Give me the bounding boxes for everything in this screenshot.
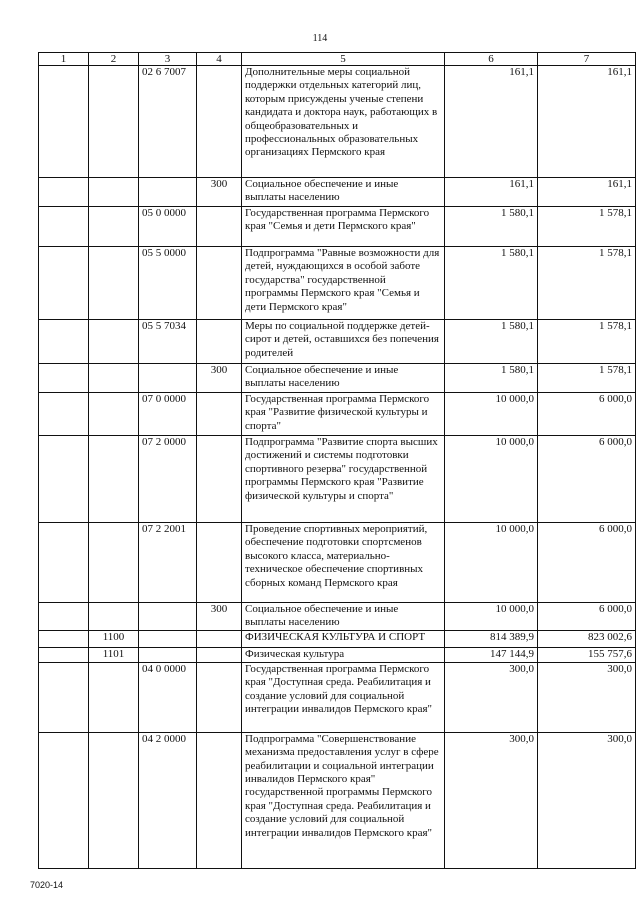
cell-amount-6: 10 000,0 (445, 603, 538, 631)
cell-amount-7: 1 578,1 (538, 364, 636, 393)
cell-c1 (39, 66, 89, 178)
table-row (39, 247, 636, 320)
cell-target-article: 04 0 0000 (139, 662, 197, 732)
cell-target-article: 07 2 2001 (139, 523, 197, 603)
cell-amount-7: 6 000,0 (538, 436, 636, 523)
footer-code: 7020-14 (30, 880, 64, 890)
cell-amount-6: 1 580,1 (445, 247, 538, 320)
cell-expense-type: 300 (197, 603, 242, 631)
column-header: 2 (89, 53, 139, 66)
table-row (39, 207, 636, 247)
column-header: 6 (445, 53, 538, 66)
cell-c1 (39, 732, 89, 868)
cell-description: Подпрограмма "Равные возможности для детей, нуждающихся в особой заботе государства" государственной программы Пермского края "Семья и дети Пермского края" (242, 247, 445, 320)
table-row (39, 647, 636, 662)
table-row (39, 732, 636, 868)
cell-amount-7: 6 000,0 (538, 393, 636, 436)
cell-amount-7: 300,0 (538, 662, 636, 732)
header-row (39, 53, 636, 66)
cell-description: Подпрограмма "Совершенствование механизма предоставления услуг в сфере реабилитации и социальной интеграции инвалидов Пермского края" государственной программы Пермского края "Доступная среда. Реабилитация и создание условий для социальной интеграции инвалидов Пермского края" (242, 732, 445, 868)
column-header: 3 (139, 53, 197, 66)
cell-expense-type: 300 (197, 178, 242, 207)
cell-c1 (39, 647, 89, 662)
cell-section (89, 393, 139, 436)
cell-amount-6: 161,1 (445, 66, 538, 178)
cell-target-article: 04 2 0000 (139, 732, 197, 868)
cell-section (89, 364, 139, 393)
cell-description: Дополнительные меры социальной поддержки отдельных категорий лиц, которым присуждены ученые степени кандидата и доктора наук, работающих в общеобразовательных и профессиональных образовательных организациях Пермского края (242, 66, 445, 178)
table-row (39, 66, 636, 178)
column-header: 5 (242, 53, 445, 66)
cell-expense-type (197, 207, 242, 247)
cell-description: Государственная программа Пермского края "Доступная среда. Реабилитация и создание условий для социальной интеграции инвалидов Пермского края" (242, 662, 445, 732)
cell-description: Подпрограмма "Развитие спорта высших достижений и системы подготовки спортивного резерва" государственной программы Пермского края "Развитие физической культуры и спорта" (242, 436, 445, 523)
table-row (39, 320, 636, 364)
table-row (39, 393, 636, 436)
table-row (39, 436, 636, 523)
cell-section (89, 436, 139, 523)
table-row (39, 630, 636, 647)
cell-amount-7: 161,1 (538, 66, 636, 178)
cell-section (89, 247, 139, 320)
cell-description: ФИЗИЧЕСКАЯ КУЛЬТУРА И СПОРТ (242, 630, 445, 647)
cell-amount-7: 1 578,1 (538, 207, 636, 247)
budget-table (38, 52, 636, 869)
table-row (39, 603, 636, 631)
cell-expense-type: 300 (197, 364, 242, 393)
cell-section: 1101 (89, 647, 139, 662)
cell-section (89, 603, 139, 631)
cell-amount-6: 10 000,0 (445, 393, 538, 436)
cell-amount-6: 300,0 (445, 732, 538, 868)
cell-description: Государственная программа Пермского края "Развитие физической культуры и спорта" (242, 393, 445, 436)
cell-amount-6: 147 144,9 (445, 647, 538, 662)
cell-expense-type (197, 523, 242, 603)
cell-amount-7: 823 002,6 (538, 630, 636, 647)
cell-amount-6: 1 580,1 (445, 320, 538, 364)
cell-target-article: 05 5 7034 (139, 320, 197, 364)
cell-amount-6: 1 580,1 (445, 364, 538, 393)
cell-expense-type (197, 732, 242, 868)
cell-description: Меры по социальной поддержке детей-сирот и детей, оставшихся без попечения родителей (242, 320, 445, 364)
cell-c1 (39, 178, 89, 207)
cell-expense-type (197, 247, 242, 320)
cell-c1 (39, 393, 89, 436)
table-row (39, 662, 636, 732)
cell-c1 (39, 207, 89, 247)
column-header: 4 (197, 53, 242, 66)
cell-section (89, 207, 139, 247)
cell-amount-7: 6 000,0 (538, 603, 636, 631)
cell-c1 (39, 364, 89, 393)
cell-target-article (139, 630, 197, 647)
cell-description: Социальное обеспечение и иные выплаты населению (242, 178, 445, 207)
cell-section (89, 523, 139, 603)
cell-c1 (39, 630, 89, 647)
cell-description: Социальное обеспечение и иные выплаты населению (242, 603, 445, 631)
cell-c1 (39, 603, 89, 631)
cell-expense-type (197, 393, 242, 436)
cell-description: Социальное обеспечение и иные выплаты населению (242, 364, 445, 393)
cell-section (89, 662, 139, 732)
cell-target-article: 07 0 0000 (139, 393, 197, 436)
cell-target-article (139, 647, 197, 662)
cell-amount-7: 1 578,1 (538, 320, 636, 364)
cell-expense-type (197, 66, 242, 178)
cell-amount-7: 300,0 (538, 732, 636, 868)
column-header: 1 (39, 53, 89, 66)
cell-c1 (39, 320, 89, 364)
cell-c1 (39, 436, 89, 523)
cell-expense-type (197, 662, 242, 732)
cell-amount-6: 300,0 (445, 662, 538, 732)
table-row (39, 523, 636, 603)
cell-amount-6: 161,1 (445, 178, 538, 207)
cell-section: 1100 (89, 630, 139, 647)
page-number: 114 (312, 33, 328, 44)
cell-amount-7: 1 578,1 (538, 247, 636, 320)
cell-target-article: 02 6 7007 (139, 66, 197, 178)
cell-expense-type (197, 436, 242, 523)
cell-expense-type (197, 630, 242, 647)
cell-section (89, 178, 139, 207)
cell-amount-7: 155 757,6 (538, 647, 636, 662)
cell-amount-6: 10 000,0 (445, 523, 538, 603)
cell-description: Физическая культура (242, 647, 445, 662)
cell-section (89, 66, 139, 178)
cell-section (89, 320, 139, 364)
table-row (39, 364, 636, 393)
cell-c1 (39, 662, 89, 732)
cell-amount-6: 10 000,0 (445, 436, 538, 523)
cell-target-article: 05 5 0000 (139, 247, 197, 320)
cell-amount-6: 1 580,1 (445, 207, 538, 247)
column-header: 7 (538, 53, 636, 66)
cell-target-article (139, 364, 197, 393)
cell-expense-type (197, 647, 242, 662)
table-row (39, 178, 636, 207)
cell-amount-6: 814 389,9 (445, 630, 538, 647)
cell-target-article: 05 0 0000 (139, 207, 197, 247)
cell-amount-7: 6 000,0 (538, 523, 636, 603)
cell-section (89, 732, 139, 868)
cell-target-article (139, 178, 197, 207)
cell-description: Проведение спортивных мероприятий, обеспечение подготовки спортсменов высокого класса, материально-техническое обеспечение спортивных сборных команд Пермского края (242, 523, 445, 603)
cell-amount-7: 161,1 (538, 178, 636, 207)
cell-target-article: 07 2 0000 (139, 436, 197, 523)
cell-target-article (139, 603, 197, 631)
cell-description: Государственная программа Пермского края "Семья и дети Пермского края" (242, 207, 445, 247)
cell-c1 (39, 247, 89, 320)
cell-c1 (39, 523, 89, 603)
cell-expense-type (197, 320, 242, 364)
